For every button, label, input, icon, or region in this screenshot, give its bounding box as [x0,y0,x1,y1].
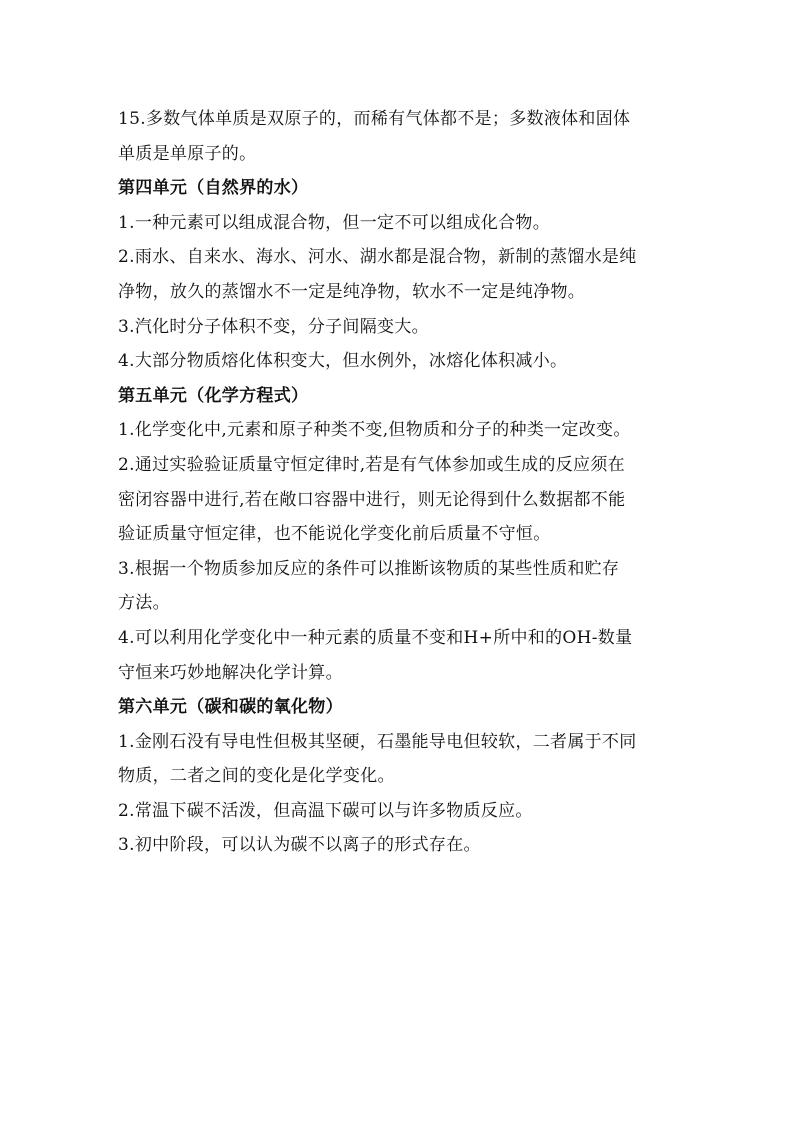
section-heading: 第六单元（碳和碳的氧化物） [118,697,343,718]
paragraph-line: 1.金刚石没有导电性但极其坚硬，石墨能导电但较软，二者属于不同 [118,731,637,752]
paragraph-line: 15.多数气体单质是双原子的，而稀有气体都不是；多数液体和固体 [118,109,631,129]
paragraph-line: 1.一种元素可以组成混合物，但一定不可以组成化合物。 [118,212,551,233]
paragraph-line: 2.通过实验验证质量守恒定律时,若是有气体参加或生成的反应须在 [118,454,625,475]
paragraph-line: 2.常温下碳不活泼，但高温下碳可以与许多物质反应。 [118,800,533,821]
paragraph-line: 方法。 [118,593,170,614]
paragraph-line: 3.汽化时分子体积不变，分子间隔变大。 [118,316,429,337]
paragraph-line: 4.可以利用化学变化中一种元素的质量不变和H+所中和的OH-数量 [118,627,633,648]
paragraph-line: 3.根据一个物质参加反应的条件可以推断该物质的某些性质和贮存 [118,558,620,579]
paragraph-line: 3.初中阶段，可以认为碳不以离子的形式存在。 [118,835,481,856]
paragraph-line: 1.化学变化中,元素和原子种类不变,但物质和分子的种类一定改变。 [118,420,631,441]
paragraph-line: 守恒来巧妙地解决化学计算。 [118,662,343,683]
paragraph-line: 验证质量守恒定律，也不能说化学变化前后质量不守恒。 [118,524,551,545]
paragraph-line: 4.大部分物质熔化体积变大，但水例外，冰熔化体积减小。 [118,351,568,372]
section-heading: 第五单元（化学方程式） [118,385,309,406]
section-heading: 第四单元（自然界的水） [118,178,309,199]
paragraph-line: 2.雨水、自来水、海水、河水、湖水都是混合物，新制的蒸馏水是纯 [118,247,637,268]
document-body [118,102,683,863]
paragraph-line: 密闭容器中进行,若在敞口容器中进行，则无论得到什么数据都不能 [118,489,626,510]
paragraph-line: 净物，放久的蒸馏水不一定是纯净物，软水不一定是纯净物。 [118,281,586,302]
paragraph-line: 单质是单原子的。 [118,143,257,164]
paragraph-line: 物质，二者之间的变化是化学变化。 [118,766,395,787]
